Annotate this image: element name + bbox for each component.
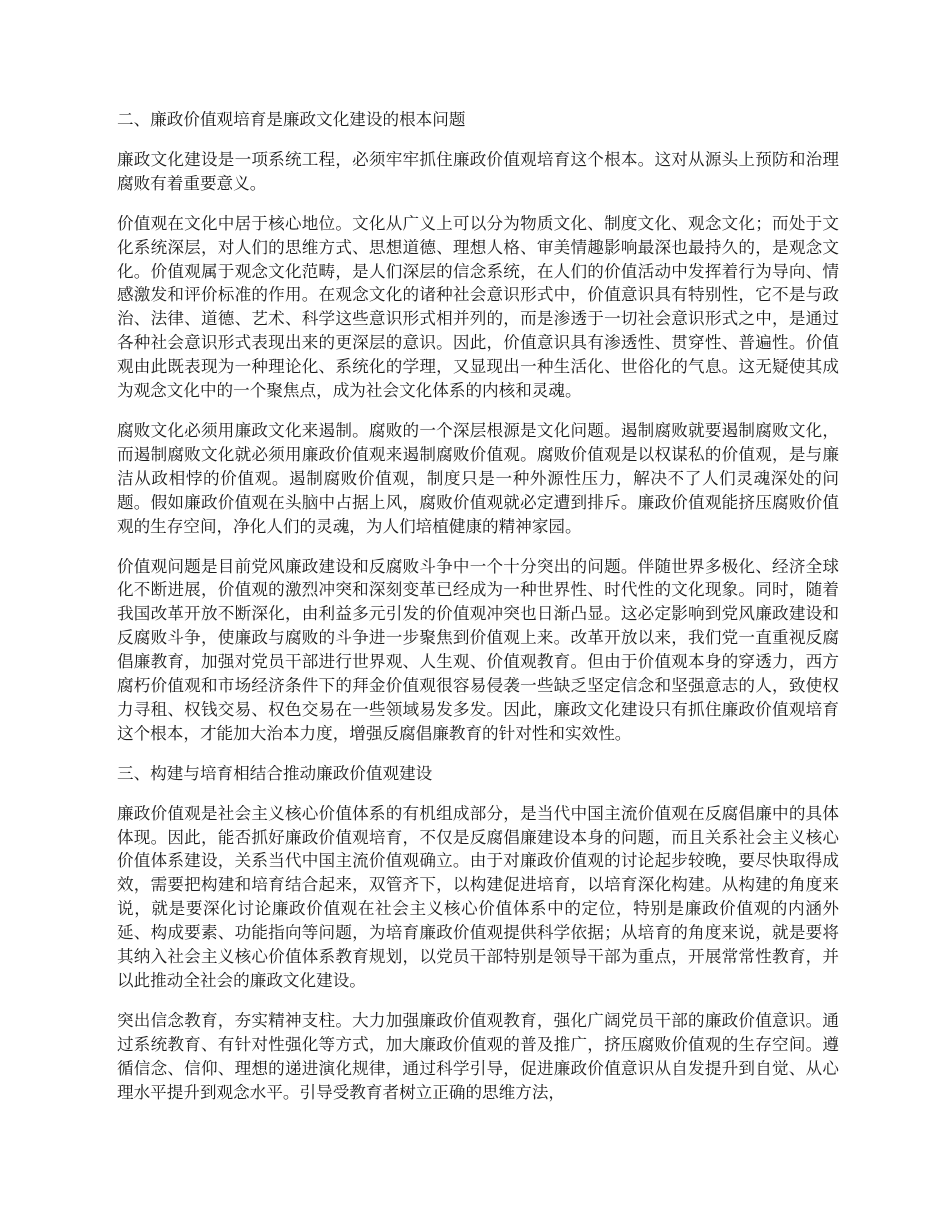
section-heading-2: 二、廉政价值观培育是廉政文化建设的根本问题 [117,110,466,129]
paragraph: 价值观在文化中居于核心地位。文化从广义上可以分为物质文化、制度文化、观念文化；而处于文化系统深层，对人们的思维方式、思想道德、理想人格、审美情趣影响最深也最持久的，是观念文化。价值观属于观念文化范畴，是人们深层的信念系统，在人们的价值活动中发挥着行为导向、情感激发和评价标准的作用。在观念文化的诸种社会意识形式中，价值意识具有特别性，它不是与政治、法律、道德、艺术、科学这些意识形式相并列的，而是渗透于一切社会意识形式之中，是通过各种社会意识形式表现出来的更深层的意识。因此，价值意识具有渗透性、贯穿性、普遍性。价值观由此既表现为一种理论化、系统化的学理，又显现出一种生活化、世俗化的气息。这无疑使其成为观念文化中的一个聚焦点，成为社会文化体系的内核和灵魂。 [117,213,839,401]
paragraph: 廉政文化建设是一项系统工程，必须牢牢抓住廉政价值观培育这个根本。这对从源头上预防和治理腐败有着重要意义。 [117,149,839,193]
document-page [117,108,839,1121]
paragraph: 廉政价值观是社会主义核心价值体系的有机组成部分，是当代中国主流价值观在反腐倡廉中的具体体现。因此，能否抓好廉政价值观培育，不仅是反腐倡廉建设本身的问题，而且关系社会主义核心价值体系建设，关系当代中国主流价值观确立。由于对廉政价值观的讨论起步较晚，要尽快取得成效，需要把构建和培育结合起来，双管齐下，以构建促进培育，以培育深化构建。从构建的角度来说，就是要深化讨论廉政价值观在社会主义核心价值体系中的定位，特别是廉政价值观的内涵外延、构成要素、功能指向等问题，为培育廉政价值观提供科学依据；从培育的角度来说，就是要将其纳入社会主义核心价值体系教育规划，以党员干部特别是领导干部为重点，开展常常性教育，并以此推动全社会的廉政文化建设。 [117,803,839,990]
paragraph: 突出信念教育，夯实精神支柱。大力加强廉政价值观教育，强化广阔党员干部的廉政价值意识。通过系统教育、有针对性强化等方式，加大廉政价值观的普及推广，挤压腐败价值观的生存空间。遵循信念、信仰、理想的递进演化规律，通过科学引导，促进廉政价值意识从自发提升到自觉、从心理水平提升到观念水平。引导受教育者树立正确的思维方法， [117,1010,839,1102]
paragraph: 腐败文化必须用廉政文化来遏制。腐败的一个深层根源是文化问题。遏制腐败就要遏制腐败文化，而遏制腐败文化就必须用廉政价值观来遏制腐败价值观。腐败价值观是以权谋私的价值观，是与廉洁从政相悖的价值观。遏制腐败价值观，制度只是一种外源性压力，解决不了人们灵魂深处的问题。假如廉政价值观在头脑中占据上风，腐败价值观就必定遭到排斥。廉政价值观能挤压腐败价值观的生存空间，净化人们的灵魂，为人们培植健康的精神家园。 [117,420,839,536]
paragraph: 价值观问题是目前党风廉政建设和反腐败斗争中一个十分突出的问题。伴随世界多极化、经济全球化不断进展，价值观的激烈冲突和深刻变革已经成为一种世界性、时代性的文化现象。同时，随着我国改革开放不断深化，由利益多元引发的价值观冲突也日渐凸显。这必定影响到党风廉政建设和反腐败斗争，使廉政与腐败的斗争进一步聚焦到价值观上来。改革开放以来，我们党一直重视反腐倡廉教育，加强对党员干部进行世界观、人生观、价值观教育。但由于价值观本身的穿透力，西方腐朽价值观和市场经济条件下的拜金价值观很容易侵袭一些缺乏坚定信念和坚强意志的人，致使权力寻租、权钱交易、权色交易在一些领域易发多发。因此，廉政文化建设只有抓住廉政价值观培育这个根本，才能加大治本力度，增强反腐倡廉教育的针对性和实效性。 [117,556,839,743]
section-heading-3: 三、构建与培育相结合推动廉政价值观建设 [117,763,433,783]
